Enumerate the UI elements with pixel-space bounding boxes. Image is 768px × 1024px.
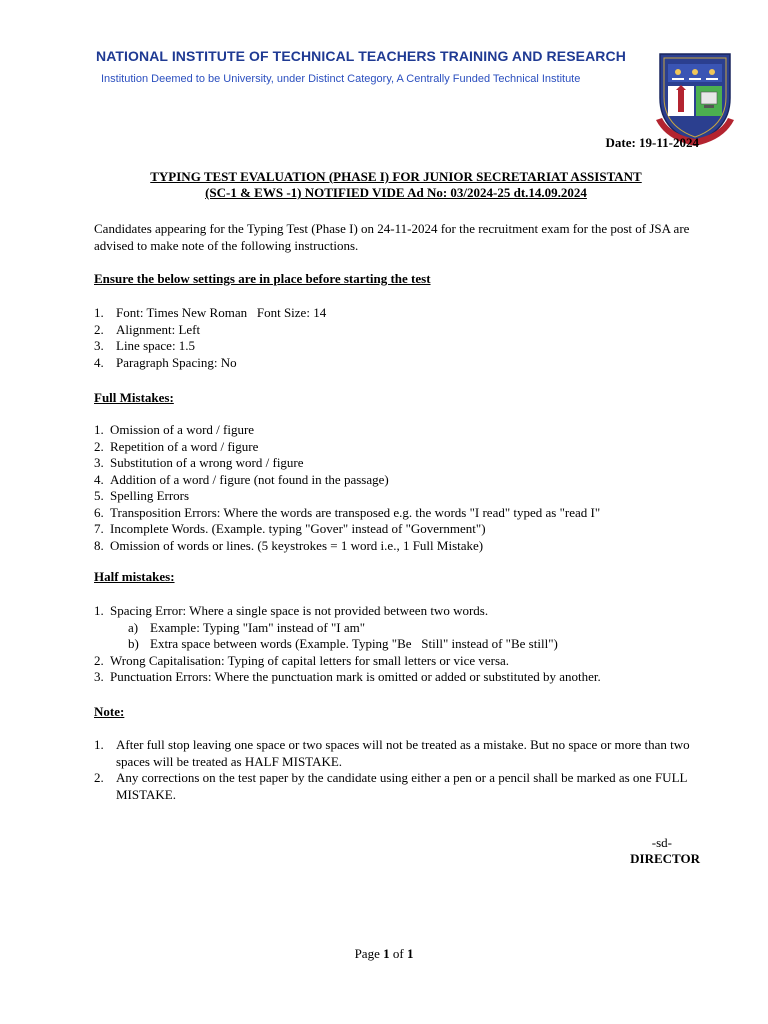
- intro-paragraph: Candidates appearing for the Typing Test (Phase I) on 24-11-2024 for the recruitment exam for the post of JSA are advised to make note of the following instructions.: [94, 221, 690, 253]
- note-heading: Note:: [94, 704, 125, 719]
- half-mistakes-heading: Half mistakes:: [94, 569, 175, 584]
- list-item: 5. Spelling Errors: [94, 488, 190, 503]
- list-item: 3. Line space: 1.5: [94, 338, 196, 353]
- list-item: 4. Paragraph Spacing: No: [94, 354, 237, 370]
- issue-date: Date: 19-11-2024: [605, 135, 699, 150]
- settings-heading: Ensure the below settings are in place before starting the test: [94, 271, 431, 286]
- page-number: Page 1 of 1: [354, 946, 414, 961]
- document-title-line-1: TYPING TEST EVALUATION (PHASE I) FOR JUNIOR SECRETARIAT ASSISTANT: [150, 169, 642, 184]
- list-item: 8. Omission of words or lines. (5 keystrokes = 1 word i.e., 1 Full Mistake): [94, 537, 484, 553]
- list-item: 2. Any corrections on the test paper by the candidate using either a pen or a pencil shall be marked as one FULL MISTAKE.: [94, 770, 687, 802]
- list-item: 2. Alignment: Left: [94, 321, 201, 337]
- list-item: 2. Wrong Capitalisation: Typing of capital letters for small letters or vice versa.: [94, 652, 510, 668]
- list-item: 3. Substitution of a wrong word / figure: [94, 455, 304, 470]
- list-item: 1. Spacing Error: Where a single space is not provided between two words.: [94, 603, 489, 618]
- note-list: [94, 737, 706, 803]
- list-item: 7. Incomplete Words. (Example. typing "Gover" instead of "Government"): [94, 521, 486, 536]
- list-item: 4. Addition of a word / figure (not found in the passage): [94, 471, 389, 487]
- org-name: NATIONAL INSTITUTE OF TECHNICAL TEACHERS TRAINING AND RESEARCH: [96, 48, 626, 64]
- institute-emblem-icon: [654, 50, 736, 146]
- half-mistakes-list: [94, 603, 601, 686]
- signature-mark: -sd-: [651, 835, 672, 850]
- signatory-designation: DIRECTOR: [630, 851, 700, 866]
- sub-list-item: b) Extra space between words (Example. Typing "Be Still" instead of "Be still"): [128, 636, 558, 651]
- document-title-line-2: (SC-1 & EWS -1) NOTIFIED VIDE Ad No: 03/2024-25 dt.14.09.2024: [205, 185, 587, 200]
- sub-list-item: a) Example: Typing "Iam" instead of "I am": [128, 619, 366, 635]
- settings-list: [94, 305, 326, 371]
- list-item: 3. Punctuation Errors: Where the punctuation mark is omitted or added or substituted by another.: [94, 669, 601, 684]
- full-mistakes-list: [94, 422, 600, 554]
- list-item: 6. Transposition Errors: Where the words are transposed e.g. the words "I read" typed as "read I": [94, 504, 601, 520]
- full-mistakes-heading: Full Mistakes:: [94, 390, 174, 405]
- list-item: 1. After full stop leaving one space or two spaces will not be treated as a mistake. But no space or more than two spaces will be treated as HALF MISTAKE.: [94, 737, 690, 769]
- list-item: 2. Repetition of a word / figure: [94, 438, 259, 454]
- list-item: 1. Omission of a word / figure: [94, 422, 255, 437]
- list-item: 1. Font: Times New Roman Font Size: 14: [94, 305, 327, 320]
- org-subtitle: Institution Deemed to be University, under Distinct Category, A Centrally Funded Technical Institute: [101, 73, 581, 85]
